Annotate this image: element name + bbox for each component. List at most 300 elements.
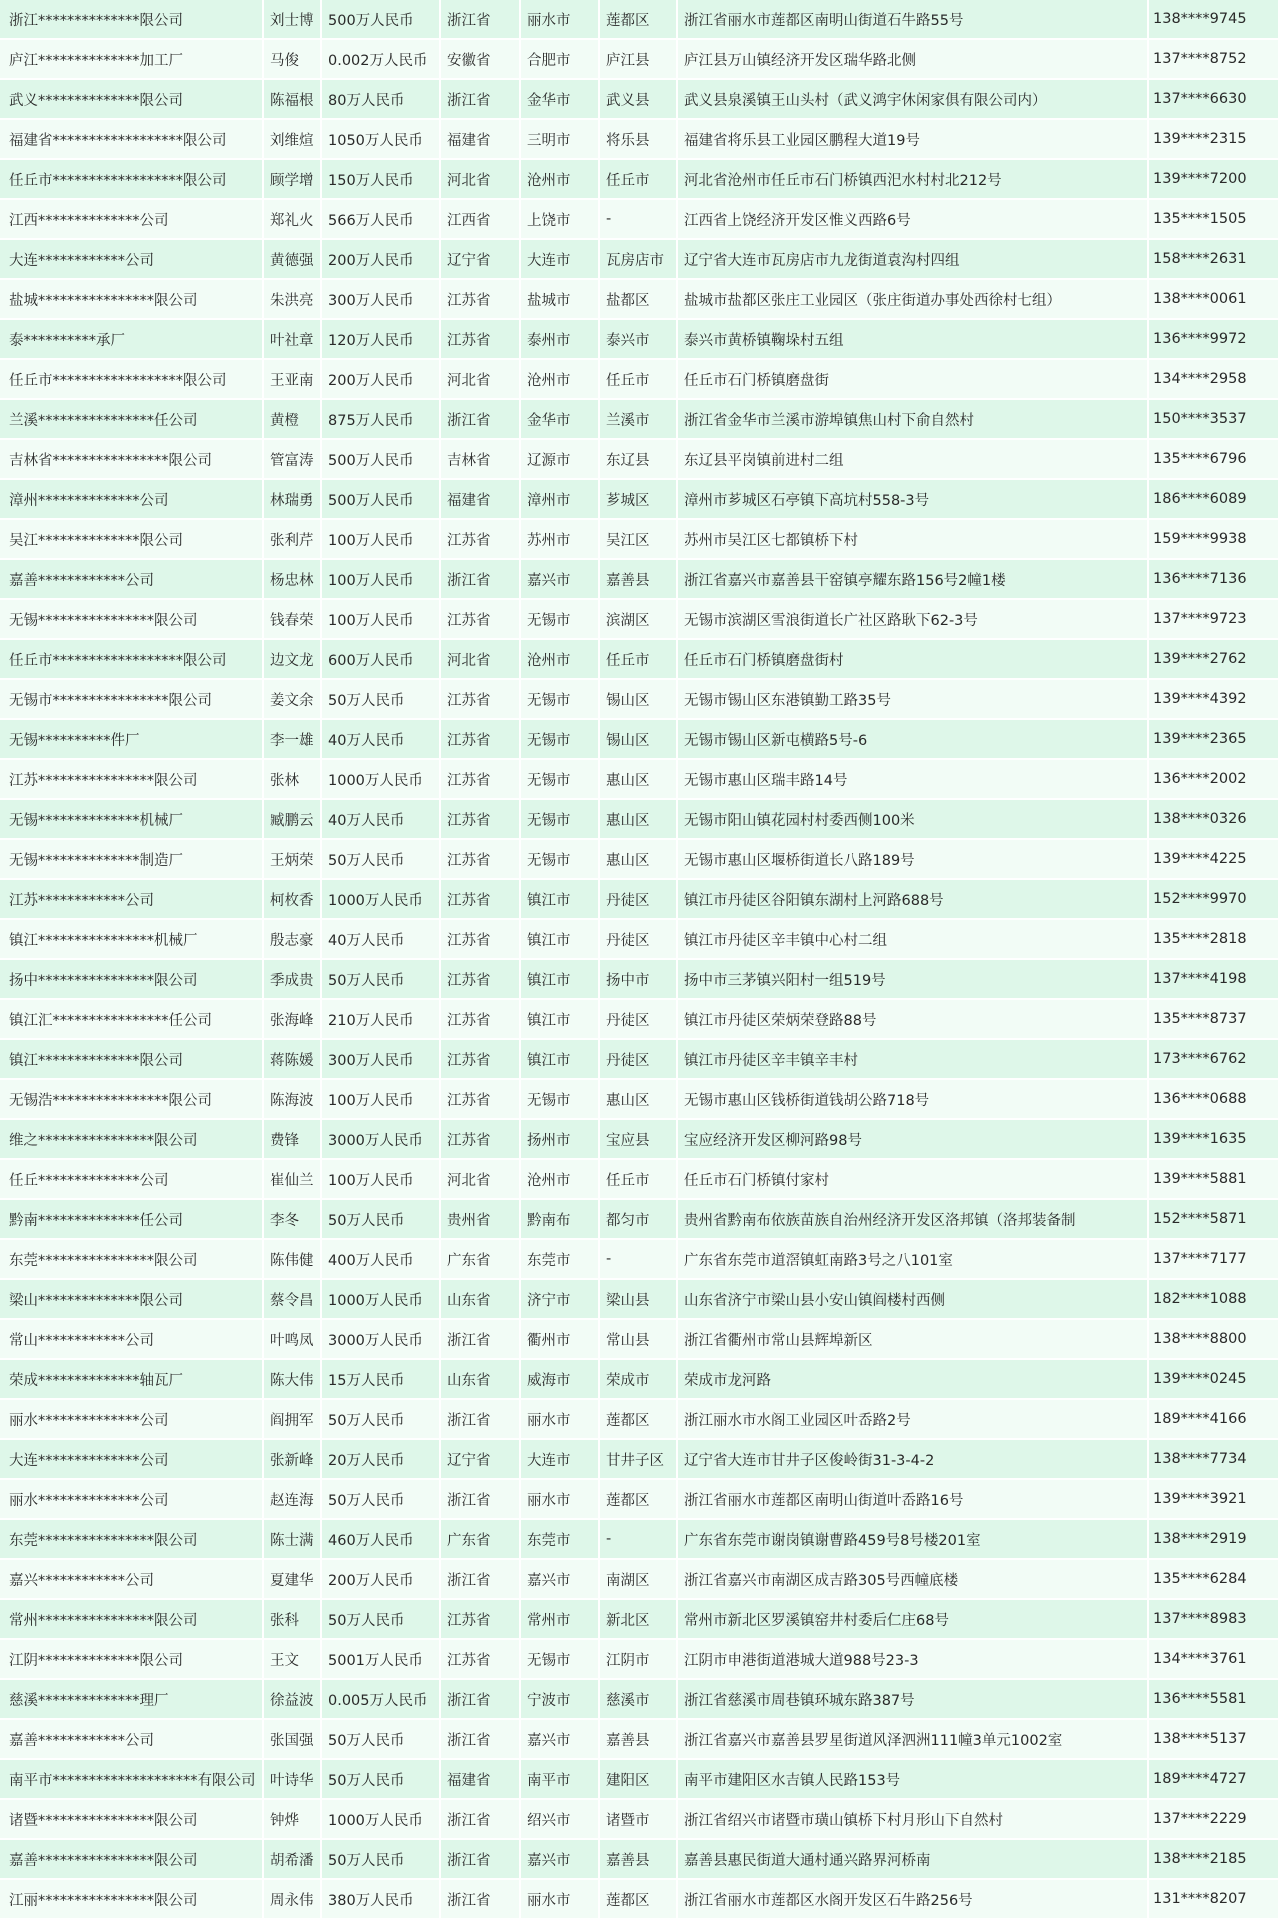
address-cell: 任丘市石门桥镇磨盘街村: [678, 640, 1147, 678]
city-cell: 上饶市: [521, 200, 598, 238]
phone-cell: 158****2631: [1149, 240, 1278, 278]
contact-cell: 钟烨: [264, 1800, 320, 1838]
district-cell: -: [600, 1520, 676, 1558]
address-cell: 东辽县平岗镇前进村二组: [678, 440, 1147, 478]
capital-cell: 120万人民币: [322, 320, 439, 358]
capital-cell: 50万人民币: [322, 840, 439, 878]
district-cell: 泰兴市: [600, 320, 676, 358]
city-cell: 金华市: [521, 400, 598, 438]
table-row: [0, 1400, 1278, 1438]
phone-cell: 138****2919: [1149, 1520, 1278, 1558]
table-row: [0, 80, 1278, 118]
province-cell: 江苏省: [441, 280, 519, 318]
city-cell: 镇江市: [521, 920, 598, 958]
capital-cell: 100万人民币: [322, 1080, 439, 1118]
capital-cell: 15万人民币: [322, 1360, 439, 1398]
province-cell: 河北省: [441, 360, 519, 398]
province-cell: 江苏省: [441, 1080, 519, 1118]
address-cell: 盐城市盐都区张庄工业园区（张庄街道办事处西徐村七组）: [678, 280, 1147, 318]
company-cell: 丽水**************公司: [0, 1480, 262, 1518]
company-cell: 吉林省****************限公司: [0, 440, 262, 478]
address-cell: 武义县泉溪镇王山头村（武义鸿宇休闲家俱有限公司内）: [678, 80, 1147, 118]
contact-cell: 管富涛: [264, 440, 320, 478]
city-cell: 丽水市: [521, 1480, 598, 1518]
district-cell: 任丘市: [600, 360, 676, 398]
district-cell: 滨湖区: [600, 600, 676, 638]
contact-cell: 赵连海: [264, 1480, 320, 1518]
contact-cell: 柯枚香: [264, 880, 320, 918]
company-cell: 镇江****************机械厂: [0, 920, 262, 958]
capital-cell: 80万人民币: [322, 80, 439, 118]
district-cell: 甘井子区: [600, 1440, 676, 1478]
city-cell: 无锡市: [521, 720, 598, 758]
capital-cell: 380万人民币: [322, 1880, 439, 1918]
district-cell: 芗城区: [600, 480, 676, 518]
district-cell: 江阴市: [600, 1640, 676, 1678]
company-cell: 嘉兴************公司: [0, 1560, 262, 1598]
table-row: [0, 1200, 1278, 1238]
table-row: [0, 680, 1278, 718]
company-cell: 盐城****************限公司: [0, 280, 262, 318]
table-row: [0, 120, 1278, 158]
address-cell: 江阴市申港街道港城大道988号23-3: [678, 1640, 1147, 1678]
province-cell: 江西省: [441, 200, 519, 238]
table-row: [0, 1720, 1278, 1758]
table-row: [0, 160, 1278, 198]
contact-cell: 张利芹: [264, 520, 320, 558]
city-cell: 大连市: [521, 1440, 598, 1478]
table-row: [0, 400, 1278, 438]
company-cell: 江阴**************限公司: [0, 1640, 262, 1678]
phone-cell: 137****6630: [1149, 80, 1278, 118]
contact-cell: 郑礼火: [264, 200, 320, 238]
capital-cell: 50万人民币: [322, 1760, 439, 1798]
city-cell: 嘉兴市: [521, 560, 598, 598]
address-cell: 镇江市丹徒区辛丰镇辛丰村: [678, 1040, 1147, 1078]
table-row: [0, 440, 1278, 478]
province-cell: 江苏省: [441, 520, 519, 558]
contact-cell: 殷志豪: [264, 920, 320, 958]
table-row: [0, 240, 1278, 278]
company-cell: 镇江**************限公司: [0, 1040, 262, 1078]
city-cell: 东莞市: [521, 1240, 598, 1278]
table-row: [0, 1520, 1278, 1558]
table-row: [0, 600, 1278, 638]
city-cell: 沧州市: [521, 1160, 598, 1198]
phone-cell: 138****0326: [1149, 800, 1278, 838]
district-cell: 丹徒区: [600, 1040, 676, 1078]
contact-cell: 边文龙: [264, 640, 320, 678]
province-cell: 江苏省: [441, 1040, 519, 1078]
address-cell: 浙江省丽水市莲都区南明山街道石牛路55号: [678, 0, 1147, 38]
capital-cell: 1000万人民币: [322, 880, 439, 918]
city-cell: 盐城市: [521, 280, 598, 318]
district-cell: 新北区: [600, 1600, 676, 1638]
province-cell: 江苏省: [441, 920, 519, 958]
company-cell: 嘉善****************限公司: [0, 1840, 262, 1878]
phone-cell: 139****4225: [1149, 840, 1278, 878]
capital-cell: 875万人民币: [322, 400, 439, 438]
district-cell: 嘉善县: [600, 560, 676, 598]
company-cell: 诸暨****************限公司: [0, 1800, 262, 1838]
company-cell: 江西**************公司: [0, 200, 262, 238]
address-cell: 镇江市丹徒区辛丰镇中心村二组: [678, 920, 1147, 958]
address-cell: 荣成市龙河路: [678, 1360, 1147, 1398]
district-cell: 宝应县: [600, 1120, 676, 1158]
capital-cell: 20万人民币: [322, 1440, 439, 1478]
address-cell: 江西省上饶经济开发区惟义西路6号: [678, 200, 1147, 238]
phone-cell: 137****7177: [1149, 1240, 1278, 1278]
company-cell: 黔南**************任公司: [0, 1200, 262, 1238]
address-cell: 浙江丽水市水阁工业园区叶岙路2号: [678, 1400, 1147, 1438]
district-cell: 武义县: [600, 80, 676, 118]
province-cell: 江苏省: [441, 600, 519, 638]
province-cell: 江苏省: [441, 840, 519, 878]
province-cell: 江苏省: [441, 760, 519, 798]
phone-cell: 137****8983: [1149, 1600, 1278, 1638]
capital-cell: 300万人民币: [322, 280, 439, 318]
capital-cell: 500万人民币: [322, 440, 439, 478]
district-cell: 荣成市: [600, 1360, 676, 1398]
province-cell: 浙江省: [441, 1800, 519, 1838]
contact-cell: 李冬: [264, 1200, 320, 1238]
phone-cell: 135****6796: [1149, 440, 1278, 478]
address-cell: 无锡市惠山区瑞丰路14号: [678, 760, 1147, 798]
district-cell: 兰溪市: [600, 400, 676, 438]
table-row: [0, 200, 1278, 238]
company-cell: 浙江**************限公司: [0, 0, 262, 38]
contact-cell: 陈士满: [264, 1520, 320, 1558]
capital-cell: 5001万人民币: [322, 1640, 439, 1678]
city-cell: 丽水市: [521, 1880, 598, 1918]
province-cell: 山东省: [441, 1360, 519, 1398]
contact-cell: 徐益波: [264, 1680, 320, 1718]
address-cell: 镇江市丹徒区荣炳荣登路88号: [678, 1000, 1147, 1038]
city-cell: 丽水市: [521, 0, 598, 38]
district-cell: 惠山区: [600, 760, 676, 798]
address-cell: 河北省沧州市任丘市石门桥镇西汜水村村北212号: [678, 160, 1147, 198]
district-cell: 嘉善县: [600, 1720, 676, 1758]
district-cell: 任丘市: [600, 640, 676, 678]
company-cell: 镇江汇****************任公司: [0, 1000, 262, 1038]
city-cell: 合肥市: [521, 40, 598, 78]
table-row: [0, 1360, 1278, 1398]
address-cell: 无锡市锡山区东港镇勤工路35号: [678, 680, 1147, 718]
address-cell: 镇江市丹徒区谷阳镇东湖村上河路688号: [678, 880, 1147, 918]
phone-cell: 137****4198: [1149, 960, 1278, 998]
capital-cell: 600万人民币: [322, 640, 439, 678]
phone-cell: 135****6284: [1149, 1560, 1278, 1598]
district-cell: 锡山区: [600, 680, 676, 718]
company-cell: 福建省******************限公司: [0, 120, 262, 158]
phone-cell: 138****7734: [1149, 1440, 1278, 1478]
city-cell: 济宁市: [521, 1280, 598, 1318]
city-cell: 无锡市: [521, 680, 598, 718]
company-cell: 荣成**************轴瓦厂: [0, 1360, 262, 1398]
contact-cell: 马俊: [264, 40, 320, 78]
contact-cell: 臧鹏云: [264, 800, 320, 838]
province-cell: 辽宁省: [441, 1440, 519, 1478]
province-cell: 江苏省: [441, 320, 519, 358]
address-cell: 宝应经济开发区柳河路98号: [678, 1120, 1147, 1158]
city-cell: 沧州市: [521, 360, 598, 398]
company-cell: 梁山**************限公司: [0, 1280, 262, 1318]
address-cell: 浙江省丽水市莲都区水阁开发区石牛路256号: [678, 1880, 1147, 1918]
address-cell: 浙江省衢州市常山县辉埠新区: [678, 1320, 1147, 1358]
address-cell: 浙江省嘉兴市嘉善县干窑镇亭耀东路156号2幢1楼: [678, 560, 1147, 598]
phone-cell: 134****2958: [1149, 360, 1278, 398]
address-cell: 无锡市阳山镇花园村村委西侧100米: [678, 800, 1147, 838]
city-cell: 常州市: [521, 1600, 598, 1638]
contact-cell: 叶社章: [264, 320, 320, 358]
capital-cell: 40万人民币: [322, 800, 439, 838]
company-cell: 南平市********************有限公司: [0, 1760, 262, 1798]
district-cell: 梁山县: [600, 1280, 676, 1318]
company-cell: 庐江**************加工厂: [0, 40, 262, 78]
province-cell: 江苏省: [441, 1600, 519, 1638]
city-cell: 金华市: [521, 80, 598, 118]
capital-cell: 50万人民币: [322, 1200, 439, 1238]
city-cell: 镇江市: [521, 960, 598, 998]
phone-cell: 131****8207: [1149, 1880, 1278, 1918]
phone-cell: 150****3537: [1149, 400, 1278, 438]
district-cell: 莲都区: [600, 0, 676, 38]
table-row: [0, 800, 1278, 838]
province-cell: 河北省: [441, 1160, 519, 1198]
capital-cell: 50万人民币: [322, 1600, 439, 1638]
province-cell: 山东省: [441, 1280, 519, 1318]
table-row: [0, 1280, 1278, 1318]
company-cell: 无锡**************制造厂: [0, 840, 262, 878]
table-row: [0, 1600, 1278, 1638]
address-cell: 浙江省丽水市莲都区南明山街道叶岙路16号: [678, 1480, 1147, 1518]
phone-cell: 139****2315: [1149, 120, 1278, 158]
city-cell: 南平市: [521, 1760, 598, 1798]
company-cell: 常州****************限公司: [0, 1600, 262, 1638]
phone-cell: 136****9972: [1149, 320, 1278, 358]
company-cell: 维之****************限公司: [0, 1120, 262, 1158]
district-cell: 莲都区: [600, 1480, 676, 1518]
table-row: [0, 1120, 1278, 1158]
contact-cell: 蔡令昌: [264, 1280, 320, 1318]
district-cell: 瓦房店市: [600, 240, 676, 278]
contact-cell: 张林: [264, 760, 320, 798]
city-cell: 沧州市: [521, 640, 598, 678]
table-row: [0, 1320, 1278, 1358]
table-row: [0, 360, 1278, 398]
phone-cell: 182****1088: [1149, 1280, 1278, 1318]
contact-cell: 黄橙: [264, 400, 320, 438]
district-cell: 丹徒区: [600, 880, 676, 918]
contact-cell: 王亚南: [264, 360, 320, 398]
capital-cell: 100万人民币: [322, 600, 439, 638]
address-cell: 泰兴市黄桥镇鞠垛村五组: [678, 320, 1147, 358]
table-row: [0, 1680, 1278, 1718]
phone-cell: 138****9745: [1149, 0, 1278, 38]
phone-cell: 139****1635: [1149, 1120, 1278, 1158]
province-cell: 辽宁省: [441, 240, 519, 278]
capital-cell: 50万人民币: [322, 1400, 439, 1438]
phone-cell: 139****4392: [1149, 680, 1278, 718]
province-cell: 安徽省: [441, 40, 519, 78]
company-cell: 东莞****************限公司: [0, 1240, 262, 1278]
table-row: [0, 720, 1278, 758]
province-cell: 贵州省: [441, 1200, 519, 1238]
table-row: [0, 520, 1278, 558]
phone-cell: 139****3921: [1149, 1480, 1278, 1518]
company-cell: 扬中****************限公司: [0, 960, 262, 998]
phone-cell: 138****2185: [1149, 1840, 1278, 1878]
province-cell: 福建省: [441, 480, 519, 518]
province-cell: 浙江省: [441, 1480, 519, 1518]
table-row: [0, 880, 1278, 918]
district-cell: 丹徒区: [600, 920, 676, 958]
contact-cell: 刘维煊: [264, 120, 320, 158]
phone-cell: 138****8800: [1149, 1320, 1278, 1358]
district-cell: 莲都区: [600, 1400, 676, 1438]
province-cell: 广东省: [441, 1520, 519, 1558]
district-cell: 庐江县: [600, 40, 676, 78]
province-cell: 浙江省: [441, 1840, 519, 1878]
company-cell: 江丽****************限公司: [0, 1880, 262, 1918]
city-cell: 三明市: [521, 120, 598, 158]
phone-cell: 189****4166: [1149, 1400, 1278, 1438]
address-cell: 辽宁省大连市甘井子区俊岭街31-3-4-2: [678, 1440, 1147, 1478]
contact-cell: 王炳荣: [264, 840, 320, 878]
contact-cell: 钱春荣: [264, 600, 320, 638]
table-row: [0, 1000, 1278, 1038]
address-cell: 福建省将乐县工业园区鹏程大道19号: [678, 120, 1147, 158]
province-cell: 浙江省: [441, 1400, 519, 1438]
city-cell: 丽水市: [521, 1400, 598, 1438]
contact-cell: 张海峰: [264, 1000, 320, 1038]
province-cell: 浙江省: [441, 0, 519, 38]
address-cell: 广东省东莞市道滘镇虹南路3号之八101室: [678, 1240, 1147, 1278]
address-cell: 南平市建阳区水吉镇人民路153号: [678, 1760, 1147, 1798]
capital-cell: 50万人民币: [322, 1480, 439, 1518]
contact-cell: 张新峰: [264, 1440, 320, 1478]
address-cell: 浙江省嘉兴市嘉善县罗星街道风泽泗洲111幢3单元1002室: [678, 1720, 1147, 1758]
district-cell: 吴江区: [600, 520, 676, 558]
capital-cell: 0.005万人民币: [322, 1680, 439, 1718]
address-cell: 辽宁省大连市瓦房店市九龙街道袁沟村四组: [678, 240, 1147, 278]
province-cell: 福建省: [441, 1760, 519, 1798]
contact-cell: 陈大伟: [264, 1360, 320, 1398]
phone-cell: 136****0688: [1149, 1080, 1278, 1118]
province-cell: 浙江省: [441, 560, 519, 598]
phone-cell: 189****4727: [1149, 1760, 1278, 1798]
capital-cell: 1000万人民币: [322, 1800, 439, 1838]
province-cell: 福建省: [441, 120, 519, 158]
city-cell: 嘉兴市: [521, 1560, 598, 1598]
address-cell: 漳州市芗城区石亭镇下高坑村558-3号: [678, 480, 1147, 518]
district-cell: 南湖区: [600, 1560, 676, 1598]
table-row: [0, 320, 1278, 358]
company-cell: 大连************公司: [0, 240, 262, 278]
address-cell: 无锡市惠山区堰桥街道长八路189号: [678, 840, 1147, 878]
city-cell: 镇江市: [521, 880, 598, 918]
phone-cell: 139****5881: [1149, 1160, 1278, 1198]
contact-cell: 姜文余: [264, 680, 320, 718]
address-cell: 扬中市三茅镇兴阳村一组519号: [678, 960, 1147, 998]
capital-cell: 3000万人民币: [322, 1120, 439, 1158]
phone-cell: 152****5871: [1149, 1200, 1278, 1238]
city-cell: 泰州市: [521, 320, 598, 358]
company-cell: 无锡**************机械厂: [0, 800, 262, 838]
table-row: [0, 640, 1278, 678]
company-cell: 无锡浩****************限公司: [0, 1080, 262, 1118]
company-cell: 泰**********承厂: [0, 320, 262, 358]
contact-cell: 陈福根: [264, 80, 320, 118]
table-row: [0, 1840, 1278, 1878]
capital-cell: 1000万人民币: [322, 760, 439, 798]
address-cell: 庐江县万山镇经济开发区瑞华路北侧: [678, 40, 1147, 78]
address-cell: 贵州省黔南布依族苗族自治州经济开发区洛邦镇（洛邦装备制: [678, 1200, 1147, 1238]
phone-cell: 173****6762: [1149, 1040, 1278, 1078]
capital-cell: 100万人民币: [322, 520, 439, 558]
address-cell: 无锡市锡山区新屯横路5号-6: [678, 720, 1147, 758]
contact-cell: 王文: [264, 1640, 320, 1678]
city-cell: 镇江市: [521, 1000, 598, 1038]
contact-cell: 刘士博: [264, 0, 320, 38]
capital-cell: 566万人民币: [322, 200, 439, 238]
district-cell: 惠山区: [600, 1080, 676, 1118]
table-row: [0, 480, 1278, 518]
company-cell: 兰溪****************任公司: [0, 400, 262, 438]
phone-cell: 136****5581: [1149, 1680, 1278, 1718]
table-row: [0, 0, 1278, 38]
province-cell: 浙江省: [441, 1880, 519, 1918]
table-row: [0, 1800, 1278, 1838]
table-row: [0, 1880, 1278, 1918]
table-row: [0, 40, 1278, 78]
contact-cell: 黄德强: [264, 240, 320, 278]
company-cell: 任丘市******************限公司: [0, 160, 262, 198]
district-cell: 惠山区: [600, 840, 676, 878]
contact-cell: 阎拥军: [264, 1400, 320, 1438]
district-cell: 都匀市: [600, 1200, 676, 1238]
company-cell: 慈溪**************理厂: [0, 1680, 262, 1718]
district-cell: 惠山区: [600, 800, 676, 838]
address-cell: 嘉善县惠民街道大通村通兴路界河桥南: [678, 1840, 1147, 1878]
city-cell: 衢州市: [521, 1320, 598, 1358]
company-cell: 无锡****************限公司: [0, 600, 262, 638]
city-cell: 无锡市: [521, 1640, 598, 1678]
company-cell: 吴江**************限公司: [0, 520, 262, 558]
company-cell: 江苏************公司: [0, 880, 262, 918]
table-row: [0, 1760, 1278, 1798]
phone-cell: 136****7136: [1149, 560, 1278, 598]
contact-cell: 朱洪亮: [264, 280, 320, 318]
company-cell: 嘉善************公司: [0, 560, 262, 598]
province-cell: 江苏省: [441, 1120, 519, 1158]
contact-cell: 叶鸣凤: [264, 1320, 320, 1358]
province-cell: 浙江省: [441, 1560, 519, 1598]
capital-cell: 500万人民币: [322, 480, 439, 518]
province-cell: 吉林省: [441, 440, 519, 478]
capital-cell: 1000万人民币: [322, 1280, 439, 1318]
table-row: [0, 1040, 1278, 1078]
province-cell: 江苏省: [441, 1640, 519, 1678]
table-row: [0, 280, 1278, 318]
table-row: [0, 1240, 1278, 1278]
capital-cell: 50万人民币: [322, 680, 439, 718]
phone-cell: 134****3761: [1149, 1640, 1278, 1678]
city-cell: 辽源市: [521, 440, 598, 478]
province-cell: 江苏省: [441, 720, 519, 758]
company-cell: 漳州**************公司: [0, 480, 262, 518]
address-cell: 山东省济宁市梁山县小安山镇阎楼村西侧: [678, 1280, 1147, 1318]
